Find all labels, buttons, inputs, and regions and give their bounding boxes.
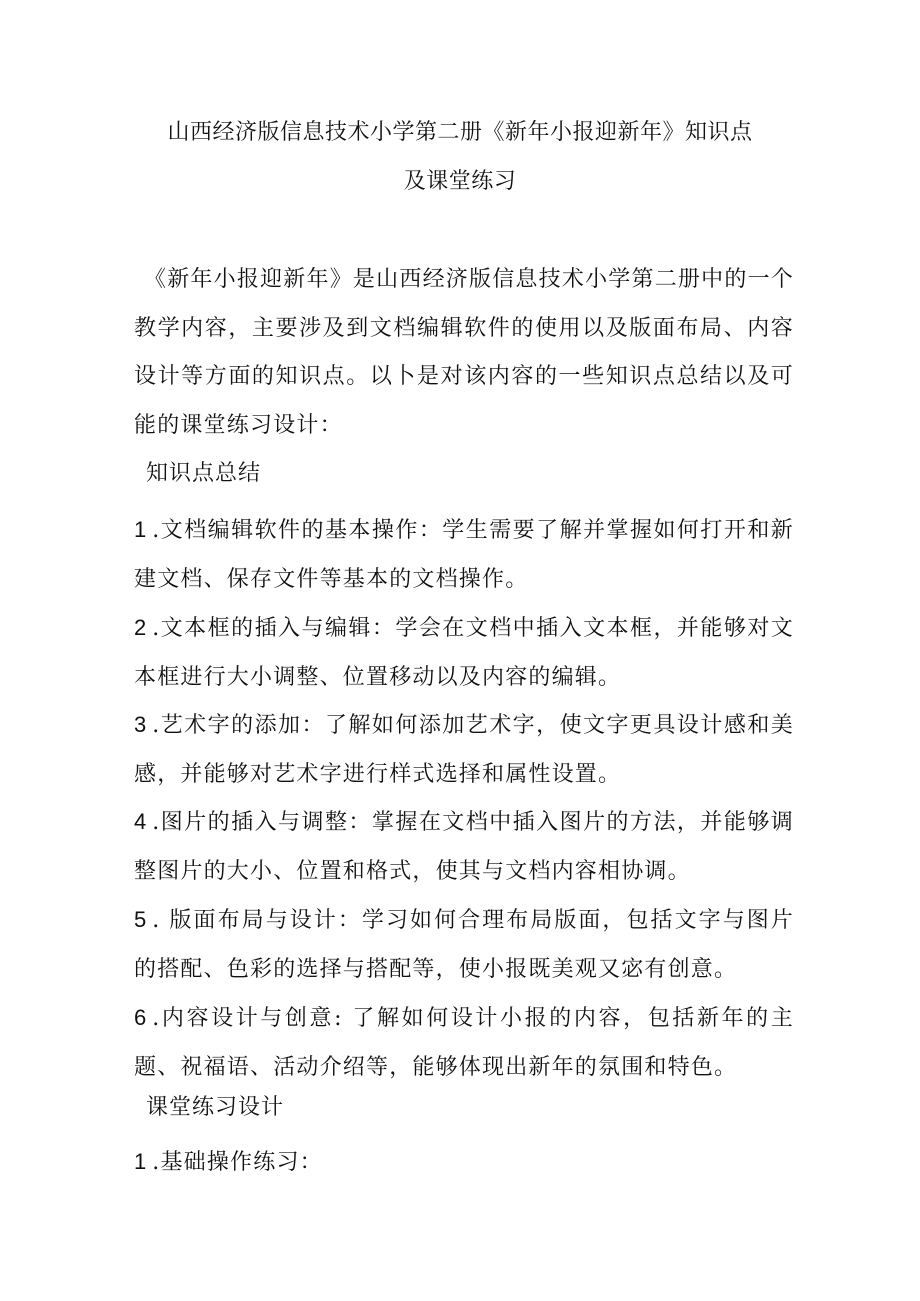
item-text: .基础操作练习：: [152, 1150, 323, 1175]
document-title-line2: 及课堂练习: [403, 169, 517, 194]
item-text: .图片的插入与调整：掌握在文档中插入图片的方法，并能够调整图片的大小、位置和格式，使其与文档内容相协调。: [134, 810, 794, 884]
item-text: .文档编辑软件的基本操作：学生需要了解并掌握如何打开和新建文档、保存文件等基本的文档操作。: [134, 518, 794, 592]
knowledge-item-1: [134, 505, 794, 604]
item-number: 2: [134, 615, 147, 640]
knowledge-item-6: [134, 993, 794, 1092]
intro-paragraph: 《新年小报迎新年》是山西经济版信息技术小学第二册中的一个教学内容，主要涉及到文档编辑软件的使用以及版面布局、内容设计等方面的知识点。以卜是对该内容的一些知识点总结以及可能的课堂练习设计：: [134, 267, 794, 438]
item-number: 1: [134, 1149, 147, 1174]
practice-item-1: [134, 1137, 794, 1187]
practice-heading: 课堂练习设计: [146, 1095, 285, 1120]
item-text: .艺术字的添加：了解如何添加艺术字，使文字更具设计感和美感，并能够对艺术字进行样式选择和属性设置。: [134, 713, 794, 787]
item-number: 6: [134, 1005, 147, 1030]
item-number: 3: [134, 712, 147, 737]
item-number: 5: [134, 907, 147, 932]
knowledge-item-5: [134, 895, 794, 994]
item-number: 1: [134, 517, 147, 542]
item-text: . 版面布局与设计：学习如何合理布局版面，包括文字与图片的搭配、色彩的选择与搭配等，使小报既美观又宓有创意。: [134, 908, 794, 982]
item-text: .内容设计与创意: 了解如何设计小报的内容，包括新年的主题、祝福语、活动介绍等，能够体现出新年的氛围和特色。: [134, 1006, 794, 1080]
item-number: 4: [134, 809, 147, 834]
knowledge-item-2: [134, 603, 794, 702]
item-text: .文本框的插入与编辑：学会在文档中插入文本框，并能够对文本框进行大小调整、位置移动以及内容的编辑。: [134, 616, 794, 690]
document-title-line1: 山西经济版信息技术小学第二册《新年小报迎新年》知识点: [167, 120, 753, 145]
knowledge-item-3: [134, 700, 794, 799]
knowledge-item-4: [134, 797, 794, 896]
knowledge-heading: 知识点总结: [146, 461, 262, 486]
